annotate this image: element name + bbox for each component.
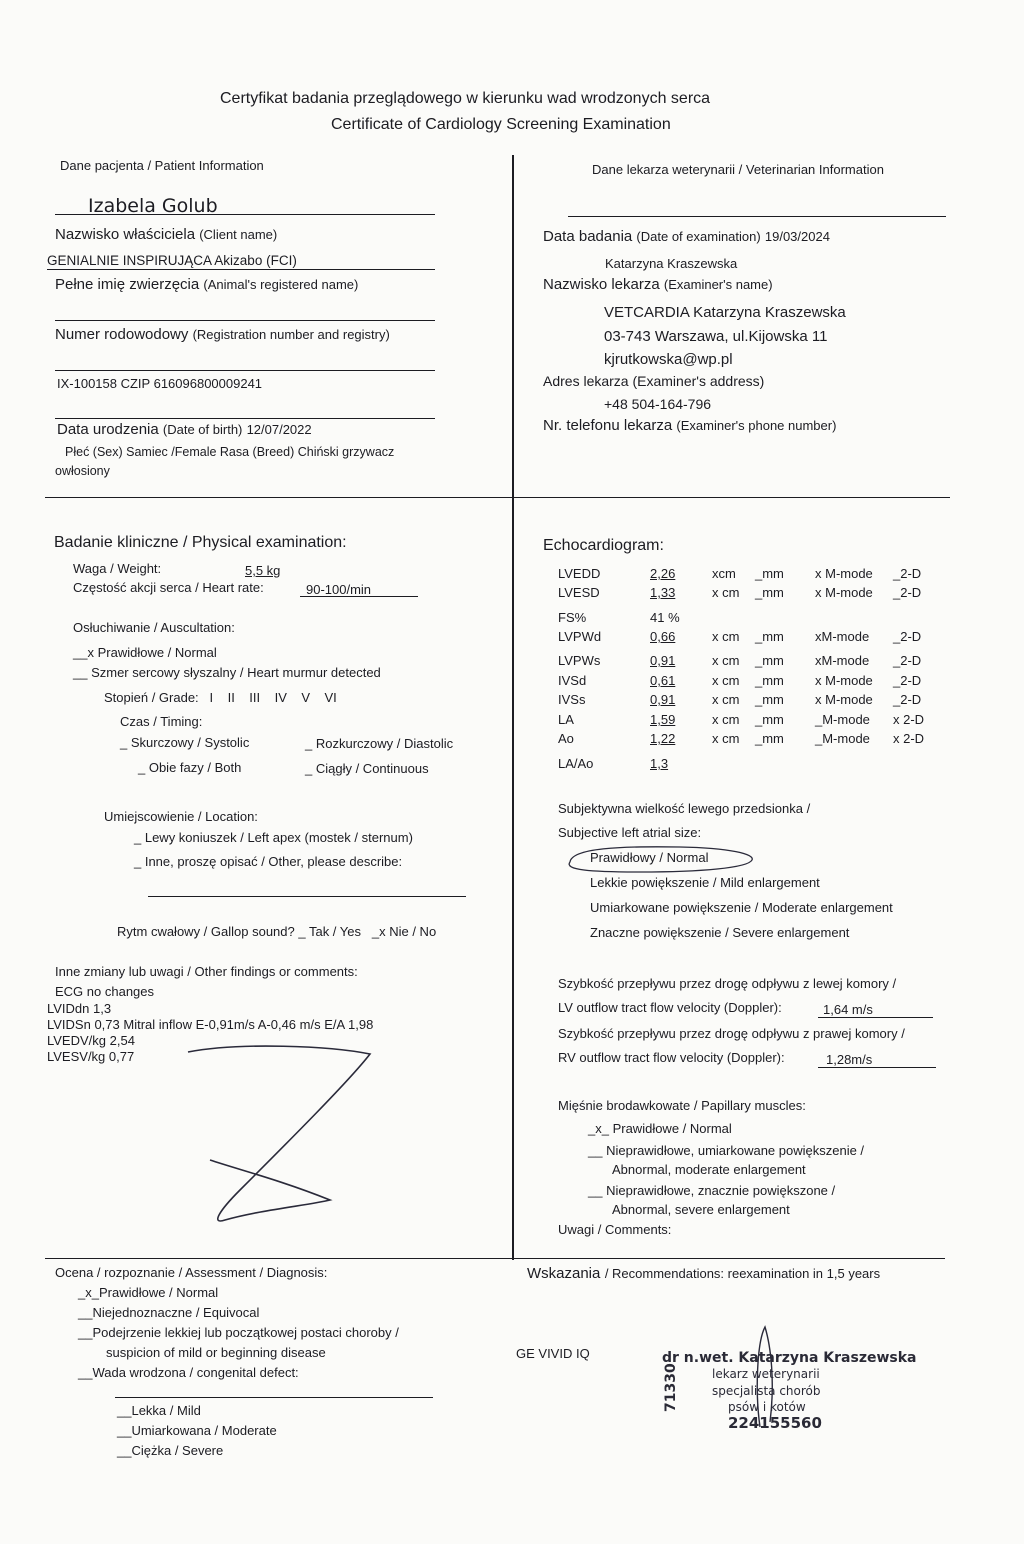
dob-line bbox=[55, 418, 435, 419]
la-normal: Prawidłowy / Normal bbox=[590, 850, 709, 865]
echo-cm: x cm bbox=[712, 673, 740, 688]
weight-label: Waga / Weight: bbox=[73, 561, 162, 576]
echo-value: 1,22 bbox=[650, 731, 676, 746]
grade-v: V bbox=[301, 690, 310, 705]
grade-vi: VI bbox=[324, 690, 337, 705]
client-name-label: Nazwisko właściciela (Client name) bbox=[55, 226, 278, 243]
papillary-label: Mięśnie brodawkowate / Papillary muscles: bbox=[558, 1098, 806, 1113]
echo-comments-label: Uwagi / Comments: bbox=[558, 1222, 672, 1237]
assess-moderate: __Umiarkowana / Moderate bbox=[117, 1423, 277, 1438]
comment-line-1: ECG no changes bbox=[55, 984, 155, 999]
client-name-value: Izabela Golub bbox=[88, 195, 218, 217]
weight-value: 5,5 kg bbox=[245, 563, 281, 578]
rv-flow-line bbox=[818, 1067, 936, 1068]
grade-row: Stopień / Grade: I II III IV V VI bbox=[104, 690, 337, 705]
pap-moderate-1: __ Nieprawidłowe, umiarkowane powiększenie / bbox=[588, 1143, 865, 1158]
assess-suspicion-2: suspicion of mild or beginning disease bbox=[106, 1345, 326, 1360]
section-divider-1 bbox=[45, 497, 950, 498]
echo-d2: _2-D bbox=[893, 673, 922, 688]
assess-suspicion-1: __Podejrzenie lekkiej lub początkowej postaci choroby / bbox=[78, 1325, 399, 1340]
registration-label: Numer rodowodowy (Registration number and registry) bbox=[55, 326, 390, 343]
echo-name: LA/Ao bbox=[558, 756, 594, 771]
ausc-murmur: __ Szmer sercowy słyszalny / Heart murmur detected bbox=[73, 665, 381, 680]
la-size-label-2: Subjective left atrial size: bbox=[558, 825, 702, 840]
assessment-header: Ocena / rozpoznanie / Assessment / Diagnosis: bbox=[55, 1265, 328, 1280]
echo-mm: _mm bbox=[755, 653, 784, 668]
echo-mode: _M-mode bbox=[815, 712, 870, 727]
grade-iii: III bbox=[249, 690, 261, 705]
sex-breed-2: owłosiony bbox=[55, 464, 110, 478]
echo-name: LA bbox=[558, 712, 574, 727]
sex-breed: Płeć (Sex) Samiec /Female Rasa (Breed) Chiński grzywacz bbox=[65, 445, 395, 459]
assess-severe: __Ciężka / Severe bbox=[117, 1443, 224, 1458]
stamp-line-1: dr n.wet. Katarzyna Kraszewska bbox=[662, 1350, 917, 1366]
echo-mm: _mm bbox=[755, 629, 784, 644]
stamp-signature bbox=[745, 1322, 785, 1432]
rv-flow-pl: Szybkość przepływu przez drogę odpływu z prawej komory / bbox=[558, 1026, 905, 1041]
echo-cm: x cm bbox=[712, 629, 740, 644]
grade-i: I bbox=[209, 690, 214, 705]
grade-ii: II bbox=[227, 690, 235, 705]
la-mild: Lekkie powiększenie / Mild enlargement bbox=[590, 875, 820, 890]
echo-d2: _2-D bbox=[893, 585, 922, 600]
physical-header: Badanie kliniczne / Physical examination: bbox=[54, 534, 347, 551]
echo-mode: x M-mode bbox=[815, 566, 873, 581]
other-findings-label: Inne zmiany lub uwagi / Other findings or comments: bbox=[55, 964, 358, 979]
ausc-label: Osłuchiwanie / Auscultation: bbox=[73, 620, 235, 635]
echo-name: FS% bbox=[558, 610, 587, 625]
rv-flow-value: 1,28m/s bbox=[826, 1052, 873, 1067]
comment-line-2: LVIDdn 1,3 bbox=[47, 1001, 112, 1016]
examiner-label: Nazwisko lekarza (Examiner's name) bbox=[543, 276, 773, 293]
registration-line-2 bbox=[55, 370, 435, 371]
la-normal-circle bbox=[560, 842, 760, 876]
title-en: Certificate of Cardiology Screening Examination bbox=[331, 116, 671, 133]
echo-mm: _mm bbox=[755, 566, 784, 581]
timing-continuous: _ Ciągły / Continuous bbox=[305, 761, 429, 776]
echo-value: 1,33 bbox=[650, 585, 676, 600]
lv-flow-value: 1,64 m/s bbox=[823, 1002, 873, 1017]
rv-flow-en: RV outflow tract flow velocity (Doppler): bbox=[558, 1050, 785, 1065]
hr-label: Częstość akcji serca / Heart rate: bbox=[73, 580, 264, 595]
echo-mode: x M-mode bbox=[815, 692, 873, 707]
animal-name-line bbox=[47, 269, 435, 270]
echo-cm: x cm bbox=[712, 585, 740, 600]
echo-d2: x 2-D bbox=[893, 731, 925, 746]
grade-iv: IV bbox=[274, 690, 287, 705]
address-line-1: VETCARDIA Katarzyna Kraszewska bbox=[604, 304, 846, 321]
echo-name: LVPWs bbox=[558, 653, 601, 668]
animal-name-value: GENIALNIE INSPIRUJĄCA Akizabo (FCI) bbox=[47, 253, 297, 268]
echo-mode: xM-mode bbox=[815, 653, 870, 668]
echo-value: 1,3 bbox=[650, 756, 669, 771]
pap-moderate-2: Abnormal, moderate enlargement bbox=[612, 1162, 806, 1177]
ausc-normal: __x Prawidłowe / Normal bbox=[73, 645, 217, 660]
echo-cm: x cm bbox=[712, 731, 740, 746]
hr-line bbox=[300, 596, 418, 597]
echo-cm: x cm bbox=[712, 692, 740, 707]
pap-severe-1: __ Nieprawidłowe, znacznie powiększone / bbox=[588, 1183, 836, 1198]
address-label: Adres lekarza (Examiner's address) bbox=[543, 373, 765, 389]
pap-severe-2: Abnormal, severe enlargement bbox=[612, 1202, 790, 1217]
timing-diastolic: _ Rozkurczowy / Diastolic bbox=[305, 736, 454, 751]
lv-flow-pl: Szybkość przepływu przez drogę odpływu z lewej komory / bbox=[558, 976, 897, 991]
address-line-3: kjrutkowska@wp.pl bbox=[604, 351, 733, 368]
stamp-line-5: 224155560 bbox=[728, 1414, 822, 1432]
assess-congenital-line bbox=[115, 1397, 433, 1398]
lv-flow-line bbox=[818, 1017, 933, 1018]
echo-cm: xcm bbox=[712, 566, 736, 581]
timing-systolic: _ Skurczowy / Systolic bbox=[120, 735, 250, 750]
assess-normal: _x_Prawidłowe / Normal bbox=[78, 1285, 219, 1300]
echo-mm: _mm bbox=[755, 712, 784, 727]
echo-d2: x 2-D bbox=[893, 712, 925, 727]
echo-mode: x M-mode bbox=[815, 673, 873, 688]
timing-both: _ Obie fazy / Both bbox=[138, 760, 242, 775]
examiner-value: Katarzyna Kraszewska bbox=[605, 256, 738, 271]
section-divider-2 bbox=[45, 1258, 945, 1259]
echo-name: LVEDD bbox=[558, 566, 601, 581]
pap-normal: _x_ Prawidłowe / Normal bbox=[588, 1121, 732, 1136]
echo-d2: _2-D bbox=[893, 692, 922, 707]
phone-label: Nr. telefonu lekarza (Examiner's phone number) bbox=[543, 417, 837, 434]
stamp-line-2: lekarz weterynarii bbox=[712, 1367, 820, 1381]
stamp-line-3: specjalista chorób bbox=[712, 1384, 821, 1398]
la-moderate: Umiarkowane powiększenie / Moderate enlargement bbox=[590, 900, 893, 915]
lv-flow-en: LV outflow tract flow velocity (Doppler): bbox=[558, 1000, 782, 1015]
gallop-row: Rytm cwałowy / Gallop sound? _ Tak / Yes _x Nie / No bbox=[117, 924, 437, 939]
dob-label: Data urodzenia (Date of birth) 12/07/2022 bbox=[57, 421, 312, 438]
echo-mode: x M-mode bbox=[815, 585, 873, 600]
comment-line-5: LVESV/kg 0,77 bbox=[47, 1049, 135, 1064]
title-pl: Certyfikat badania przeglądowego w kierunku wad wrodzonych serca bbox=[220, 90, 711, 107]
echo-value: 0,91 bbox=[650, 653, 676, 668]
echo-cm: x cm bbox=[712, 653, 740, 668]
hr-value: 90-100/min bbox=[306, 582, 372, 597]
vet-header: Dane lekarza weterynarii / Veterinarian Information bbox=[592, 162, 884, 177]
echo-mm: _mm bbox=[755, 692, 784, 707]
echo-d2: _2-D bbox=[893, 653, 922, 668]
echo-cm: x cm bbox=[712, 712, 740, 727]
registration-value: IX-100158 CZIP 616096800009241 bbox=[57, 376, 263, 391]
la-severe: Znaczne powiększenie / Severe enlargement bbox=[590, 925, 850, 940]
echo-value: 0,91 bbox=[650, 692, 676, 707]
client-name-line bbox=[55, 214, 435, 215]
echo-mm: _mm bbox=[755, 731, 784, 746]
assess-equivocal: __Niejednoznaczne / Equivocal bbox=[78, 1305, 260, 1320]
location-label: Umiejscowienie / Location: bbox=[104, 809, 258, 824]
signature-scribble bbox=[180, 1040, 380, 1240]
echo-value: 2,26 bbox=[650, 566, 676, 581]
registration-line-1 bbox=[55, 320, 435, 321]
echo-value: 0,61 bbox=[650, 673, 676, 688]
echo-header: Echocardiogram: bbox=[543, 537, 664, 554]
assess-congenital: __Wada wrodzona / congenital defect: bbox=[78, 1365, 299, 1380]
vet-line bbox=[568, 216, 946, 217]
echo-name: LVPWd bbox=[558, 629, 602, 644]
timing-label: Czas / Timing: bbox=[120, 714, 203, 729]
location-other-line bbox=[148, 896, 466, 897]
echo-mm: _mm bbox=[755, 585, 784, 600]
phone-value: +48 504-164-796 bbox=[604, 396, 712, 412]
stamp-line-4: psów i kotów bbox=[728, 1400, 806, 1414]
assess-mild: __Lekka / Mild bbox=[117, 1403, 201, 1418]
echo-name: IVSd bbox=[558, 673, 587, 688]
echo-mode: xM-mode bbox=[815, 629, 870, 644]
echo-mm: _mm bbox=[755, 673, 784, 688]
location-other: _ Inne, proszę opisać / Other, please describe: bbox=[134, 854, 403, 869]
echo-value: 1,59 bbox=[650, 712, 676, 727]
animal-name-label: Pełne imię zwierzęcia (Animal's registered name) bbox=[55, 276, 359, 293]
center-divider bbox=[512, 155, 514, 1260]
echo-name: LVESD bbox=[558, 585, 600, 600]
comment-line-4: LVEDV/kg 2,54 bbox=[47, 1033, 135, 1048]
device: GE VIVID IQ bbox=[516, 1346, 590, 1361]
echo-value: 41 % bbox=[650, 610, 680, 625]
recommendations: Wskazania / Recommendations: reexamination in 1,5 years bbox=[527, 1265, 881, 1282]
echo-name: Ao bbox=[558, 731, 574, 746]
echo-d2: _2-D bbox=[893, 629, 922, 644]
comment-line-3: LVIDSn 0,73 Mitral inflow E-0,91m/s A-0,46 m/s E/A 1,98 bbox=[47, 1017, 374, 1032]
patient-header: Dane pacjenta / Patient Information bbox=[60, 158, 264, 173]
exam-date: Data badania (Date of examination) 19/03/2024 bbox=[543, 228, 830, 245]
echo-mode: _M-mode bbox=[815, 731, 870, 746]
echo-value: 0,66 bbox=[650, 629, 676, 644]
echo-d2: _2-D bbox=[893, 566, 922, 581]
stamp-side-number: 71330 bbox=[663, 1363, 679, 1412]
address-line-2: 03-743 Warszawa, ul.Kijowska 11 bbox=[604, 328, 828, 345]
echo-name: IVSs bbox=[558, 692, 586, 707]
location-left-apex: _ Lewy koniuszek / Left apex (mostek / sternum) bbox=[134, 830, 413, 845]
la-size-label-1: Subjektywna wielkość lewego przedsionka / bbox=[558, 801, 811, 816]
